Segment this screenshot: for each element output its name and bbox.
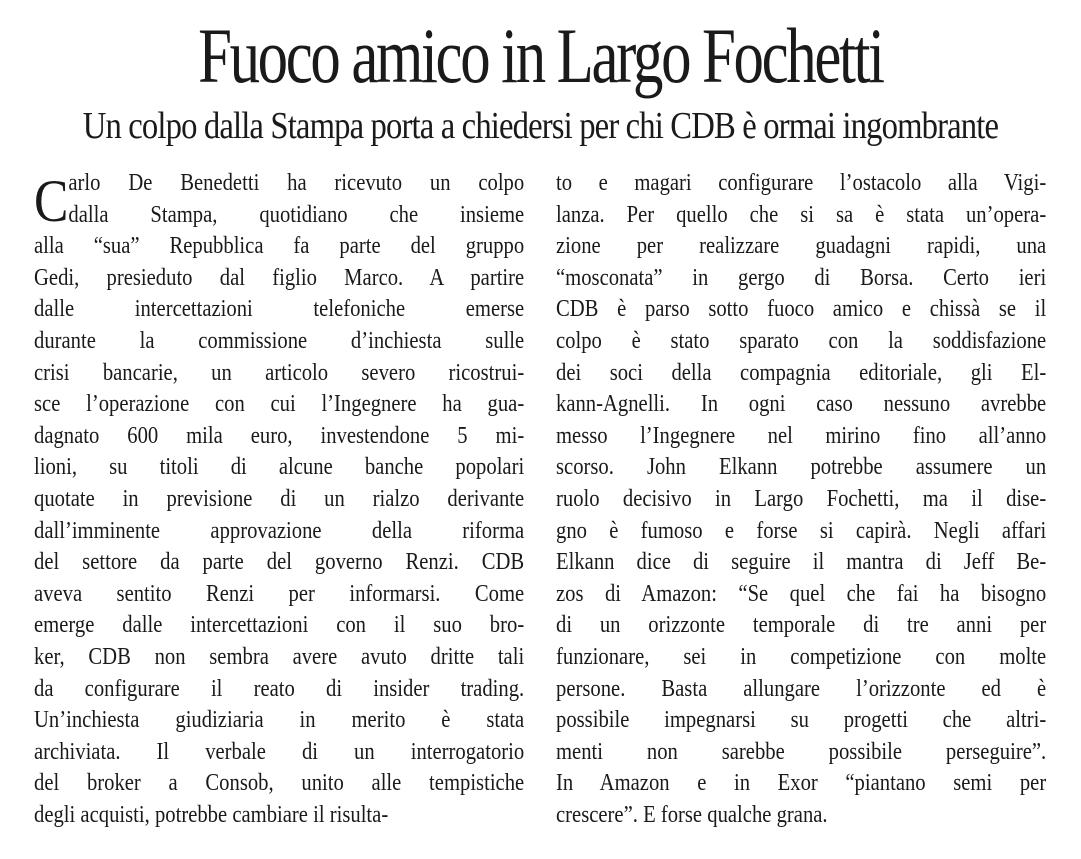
article-line: del settore da parte del governo Renzi. CDB [34,549,525,576]
article-line: arlo De Benedetti ha ricevuto un colpo [68,170,525,196]
article-line: lioni, su titoli di alcune banche popolari [34,454,525,481]
article-line: degli acquisti, potrebbe cambiare il risulta- [34,801,389,828]
article-line: gno è fumoso e forse si capirà. Negli affari [556,517,1047,544]
article-line: funzionare, sei in competizione con molte [556,643,1047,670]
article-line: messo l’Ingegnere nel mirino fino all’anno [556,422,1047,449]
article-line: dagnato 600 mila euro, investendone 5 mi- [34,422,525,449]
article-line: dei soci della compagnia editoriale, gli El- [556,359,1047,386]
article-line: Elkann dice di seguire il mantra di Jeff Be- [556,549,1047,576]
headline: Fuoco amico in Largo Fochetti [198,12,883,99]
article-line: CDB è parso sotto fuoco amico e chissà se il [556,296,1047,323]
article-line: kann-Agnelli. In ogni caso nessuno avrebbe [556,391,1047,418]
article-line: lanza. Per quello che si sa è stata un’opera- [556,201,1047,228]
article-line: di un orizzonte temporale di tre anni per [556,612,1047,639]
left-column [34,168,524,831]
article-line: aveva sentito Renzi per informarsi. Come [34,580,525,607]
article-line: archiviata. Il verbale di un interrogatorio [34,738,525,765]
article-line: Un’inchiesta giudiziaria in merito è stata [34,707,525,734]
article-line: sce l’operazione con cui l’Ingegnere ha gua- [34,391,525,418]
article-line: crescere”. E forse qualche grana. [556,801,828,828]
article-line: dalle intercettazioni telefoniche emerse [34,296,525,323]
article-line: colpo è stato sparato con la soddisfazione [556,327,1047,354]
article-line: da configurare il reato di insider trading. [34,675,525,702]
dropcap: C [34,168,69,234]
article-line: dalla Stampa, quotidiano che insieme [68,201,525,228]
article-line: dall’imminente approvazione della riforma [34,517,525,544]
article-line: “mosconata” in gergo di Borsa. Certo ieri [556,264,1047,291]
article-line: Gedi, presieduto dal figlio Marco. A partire [34,264,525,291]
article-line: menti non sarebbe possibile perseguire”. [556,738,1047,765]
article-line: ruolo decisivo in Largo Fochetti, ma il dise- [556,485,1047,512]
article-line: del broker a Consob, unito alle tempistiche [34,770,525,797]
article-line: zione per realizzare guadagni rapidi, una [556,233,1047,260]
article-line: scorso. John Elkann potrebbe assumere un [556,454,1047,481]
subheadline: Un colpo dalla Stampa porta a chiedersi per chi CDB è ormai ingombrante [82,105,999,147]
article-line: to e magari configurare l’ostacolo alla Vigi- [556,170,1047,196]
article-line: ker, CDB non sembra avere avuto dritte tali [34,643,525,670]
article-line: In Amazon e in Exor “piantano semi per [556,770,1047,797]
article-line: zos di Amazon: “Se quel che fai ha bisogno [556,580,1047,607]
right-column [556,168,1046,831]
article-line: durante la commissione d’inchiesta sulle [34,327,525,354]
article-line: quotate in previsione di un rialzo derivante [34,485,525,512]
article-line: possibile impegnarsi su progetti che altri- [556,707,1047,734]
article-line: crisi bancarie, un articolo severo ricostrui- [34,359,525,386]
article-line: emerge dalle intercettazioni con il suo bro- [34,612,525,639]
article-line: persone. Basta allungare l’orizzonte ed è [556,675,1047,702]
article-line: alla “sua” Repubblica fa parte del gruppo [34,233,525,260]
